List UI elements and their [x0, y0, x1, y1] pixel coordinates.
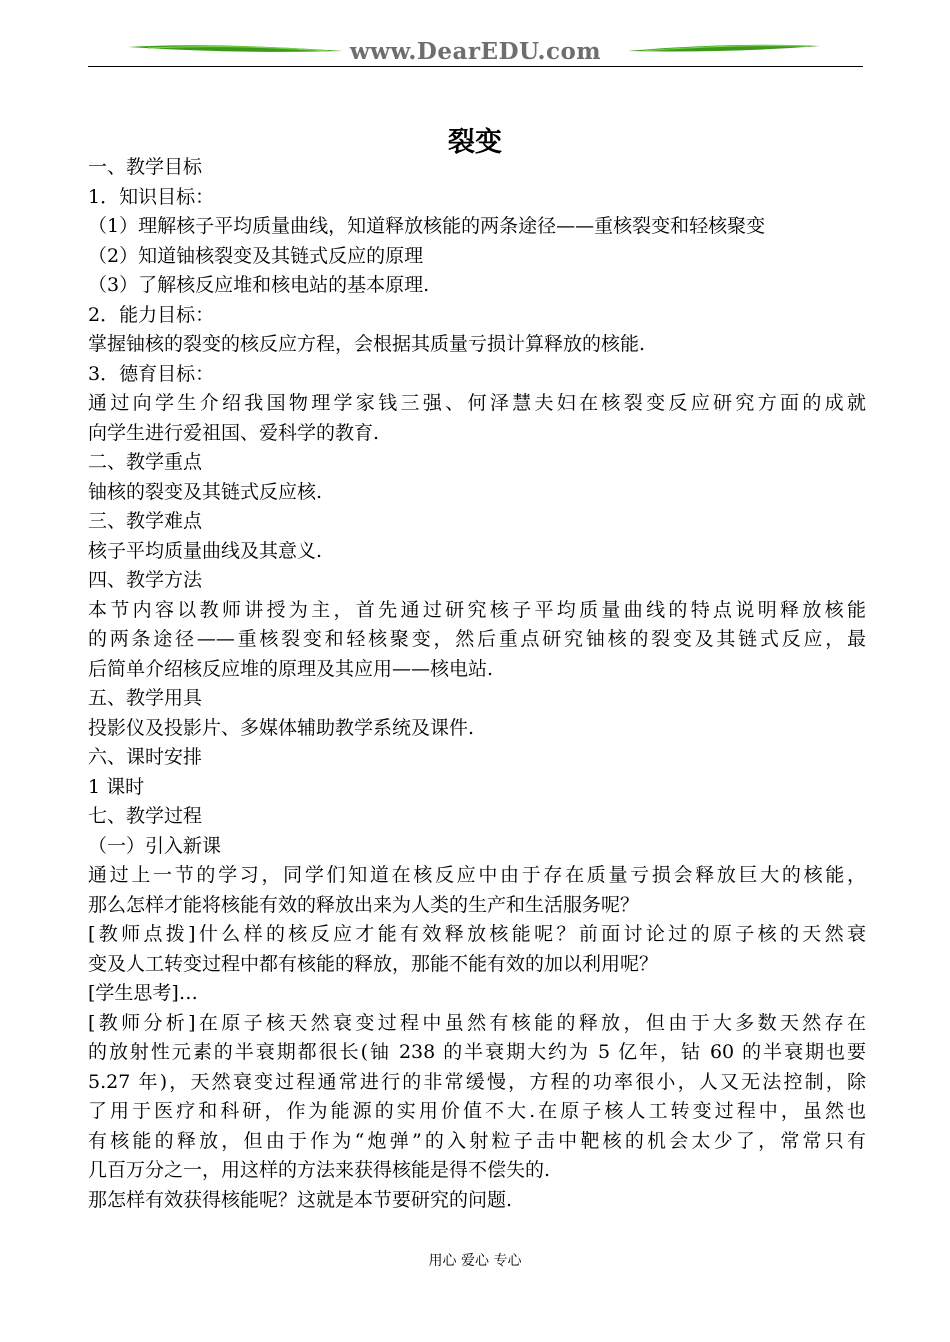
- list-item: （3）了解核反应堆和核电站的基本原理.: [88, 274, 430, 296]
- paragraph-line: 变及人工转变过程中都有核能的释放，那能不能有效的加以利用呢？: [88, 952, 659, 975]
- paragraph-line: [学生思考]…: [88, 982, 198, 1004]
- paragraph-line: 向学生进行爱祖国、爱科学的教育.: [88, 421, 380, 444]
- paragraph-line: 的两条途径——重核裂变和轻核聚变，然后重点研究铀核的裂变及其链式反应，最: [88, 628, 866, 650]
- paragraph-line: 有核能的释放，但由于作为“炮弹”的入射粒子击中靶核的机会太少了，常常只有: [88, 1129, 866, 1152]
- site-name: www.DearEDU.com: [349, 38, 602, 65]
- list-item: （2）知道铀核裂变及其链式反应的原理: [88, 244, 424, 267]
- section-heading: 二、教学重点: [88, 451, 203, 473]
- subheading: 1．知识目标：: [88, 185, 215, 208]
- paragraph-line: 的放射性元素的半衰期都很长(铀 238 的半衰期大约为 5 亿年，钴 60 的半衰期也要: [88, 1041, 866, 1063]
- paragraph-line: 了用于医疗和科研，作为能源的实用价值不大.在原子核人工转变过程中，虽然也: [88, 1100, 866, 1122]
- document-title: 裂变: [448, 127, 502, 158]
- paragraph-line: 铀核的裂变及其链式反应核.: [88, 480, 323, 503]
- paragraph-line: 投影仪及投影片、多媒体辅助教学系统及课件.: [88, 716, 475, 739]
- paragraph-line: 核子平均质量曲线及其意义.: [88, 539, 323, 562]
- paragraph-line: 那么怎样才能将核能有效的释放出来为人类的生产和生活服务呢？: [88, 893, 640, 916]
- page-footer: 用心 爱心 专心: [428, 1253, 522, 1269]
- header-rule: [88, 66, 863, 67]
- paragraph-line: 后简单介绍核反应堆的原理及其应用——核电站.: [88, 657, 494, 680]
- list-item: （1）理解核子平均质量曲线，知道释放核能的两条途径——重核裂变和轻核聚变: [88, 215, 766, 237]
- paragraph-line: 5.27 年)，天然衰变过程通常进行的非常缓慢，方程的功率很小，人又无法控制，除: [88, 1070, 866, 1093]
- page-header: [88, 34, 863, 74]
- paragraph-line: 掌握铀核的裂变的核反应方程，会根据其质量亏损计算释放的核能.: [88, 333, 646, 355]
- paragraph-line: 通过向学生介绍我国物理学家钱三强、何泽慧夫妇在核裂变反应研究方面的成就: [88, 392, 866, 414]
- paragraph-line: [教师分析]在原子核天然衰变过程中虽然有核能的释放，但由于大多数天然存在: [88, 1011, 866, 1034]
- paragraph-line: 几百万分之一，用这样的方法来获得核能是得不偿失的.: [88, 1159, 551, 1181]
- section-heading: 七、教学过程: [88, 805, 203, 827]
- paragraph-line: 那怎样有效获得核能呢？这就是本节要研究的问题.: [88, 1188, 513, 1211]
- paragraph-line: 通过上一节的学习，同学们知道在核反应中由于存在质量亏损会释放巨大的核能，: [88, 864, 866, 886]
- subheading: 3．德育目标：: [88, 362, 215, 385]
- section-heading: 六、课时安排: [88, 746, 203, 768]
- subheading: 2．能力目标：: [88, 303, 215, 326]
- section-heading: 五、教学用具: [88, 687, 203, 709]
- section-heading: 四、教学方法: [88, 569, 203, 591]
- section-heading: 一、教学目标: [88, 156, 203, 178]
- paragraph-line: 1 课时: [88, 775, 145, 798]
- section-heading: 三、教学难点: [88, 510, 203, 532]
- subheading: （一）引入新课: [88, 834, 222, 857]
- paragraph-line: 本节内容以教师讲授为主，首先通过研究核子平均质量曲线的特点说明释放核能: [88, 598, 866, 621]
- paragraph-line: [教师点拨]什么样的核反应才能有效释放核能呢？前面讨论过的原子核的天然衰: [88, 923, 866, 945]
- document-body: [88, 153, 866, 1215]
